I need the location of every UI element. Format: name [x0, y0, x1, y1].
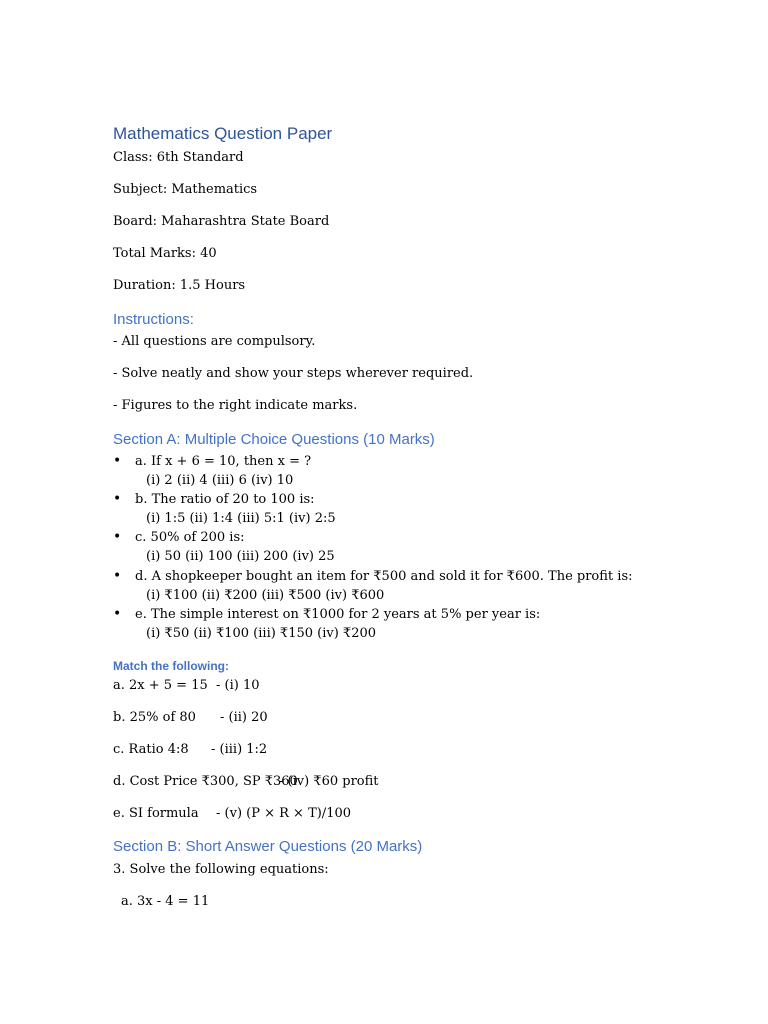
- match-right-c: - (iii) 1:2: [211, 742, 268, 757]
- question-3: 3. Solve the following equations:: [113, 862, 329, 877]
- match-right-b: - (ii) 20: [220, 710, 268, 725]
- match-heading: Match the following:: [113, 659, 229, 673]
- match-left-b: b. 25% of 80: [113, 710, 196, 725]
- mcq-options-e: (i) ₹50 (ii) ₹100 (iii) ₹150 (iv) ₹200: [146, 626, 377, 641]
- match-left-d: d. Cost Price ₹300, SP ₹360: [113, 774, 298, 789]
- match-left-c: c. Ratio 4:8: [113, 742, 189, 757]
- question-3a: a. 3x - 4 = 11: [121, 894, 210, 909]
- meta-class: Class: 6th Standard: [113, 150, 244, 165]
- meta-subject: Subject: Mathematics: [113, 182, 258, 197]
- mcq-options-c: (i) 50 (ii) 100 (iii) 200 (iv) 25: [146, 549, 335, 564]
- mcq-options-a: (i) 2 (ii) 4 (iii) 6 (iv) 10: [146, 473, 294, 488]
- instruction-item: - Solve neatly and show your steps wherever required.: [113, 366, 474, 381]
- instruction-item: - All questions are compulsory.: [113, 334, 316, 349]
- mcq-options-d: (i) ₹100 (ii) ₹200 (iii) ₹500 (iv) ₹600: [146, 588, 385, 603]
- mcq-options-b: (i) 1:5 (ii) 1:4 (iii) 5:1 (iv) 2:5: [146, 511, 336, 526]
- section-b-heading: Section B: Short Answer Questions (20 Marks): [113, 838, 423, 855]
- match-right-e: - (v) (P × R × T)/100: [216, 806, 352, 821]
- bullet-marker: •: [113, 606, 122, 622]
- instructions-heading: Instructions:: [113, 311, 194, 328]
- instruction-item: - Figures to the right indicate marks.: [113, 398, 358, 413]
- match-right-d: - (iv) ₹60 profit: [279, 774, 379, 789]
- mcq-question-c: c. 50% of 200 is:: [135, 530, 245, 545]
- mcq-question-d: d. A shopkeeper bought an item for ₹500 and sold it for ₹600. The profit is:: [135, 569, 633, 584]
- bullet-marker: •: [113, 568, 122, 584]
- meta-board: Board: Maharashtra State Board: [113, 214, 330, 229]
- bullet-marker: •: [113, 453, 122, 469]
- meta-total-marks: Total Marks: 40: [113, 246, 217, 261]
- meta-duration: Duration: 1.5 Hours: [113, 278, 246, 293]
- section-a-heading: Section A: Multiple Choice Questions (10 Marks): [113, 431, 435, 448]
- match-left-e: e. SI formula: [113, 806, 199, 821]
- mcq-question-a: a. If x + 6 = 10, then x = ?: [135, 454, 312, 469]
- mcq-question-b: b. The ratio of 20 to 100 is:: [135, 492, 315, 507]
- mcq-question-e: e. The simple interest on ₹1000 for 2 years at 5% per year is:: [135, 607, 541, 622]
- bullet-marker: •: [113, 491, 122, 507]
- page-title: Mathematics Question Paper: [113, 124, 333, 143]
- match-right-a: - (i) 10: [216, 678, 260, 693]
- bullet-marker: •: [113, 529, 122, 545]
- match-left-a: a. 2x + 5 = 15: [113, 678, 208, 693]
